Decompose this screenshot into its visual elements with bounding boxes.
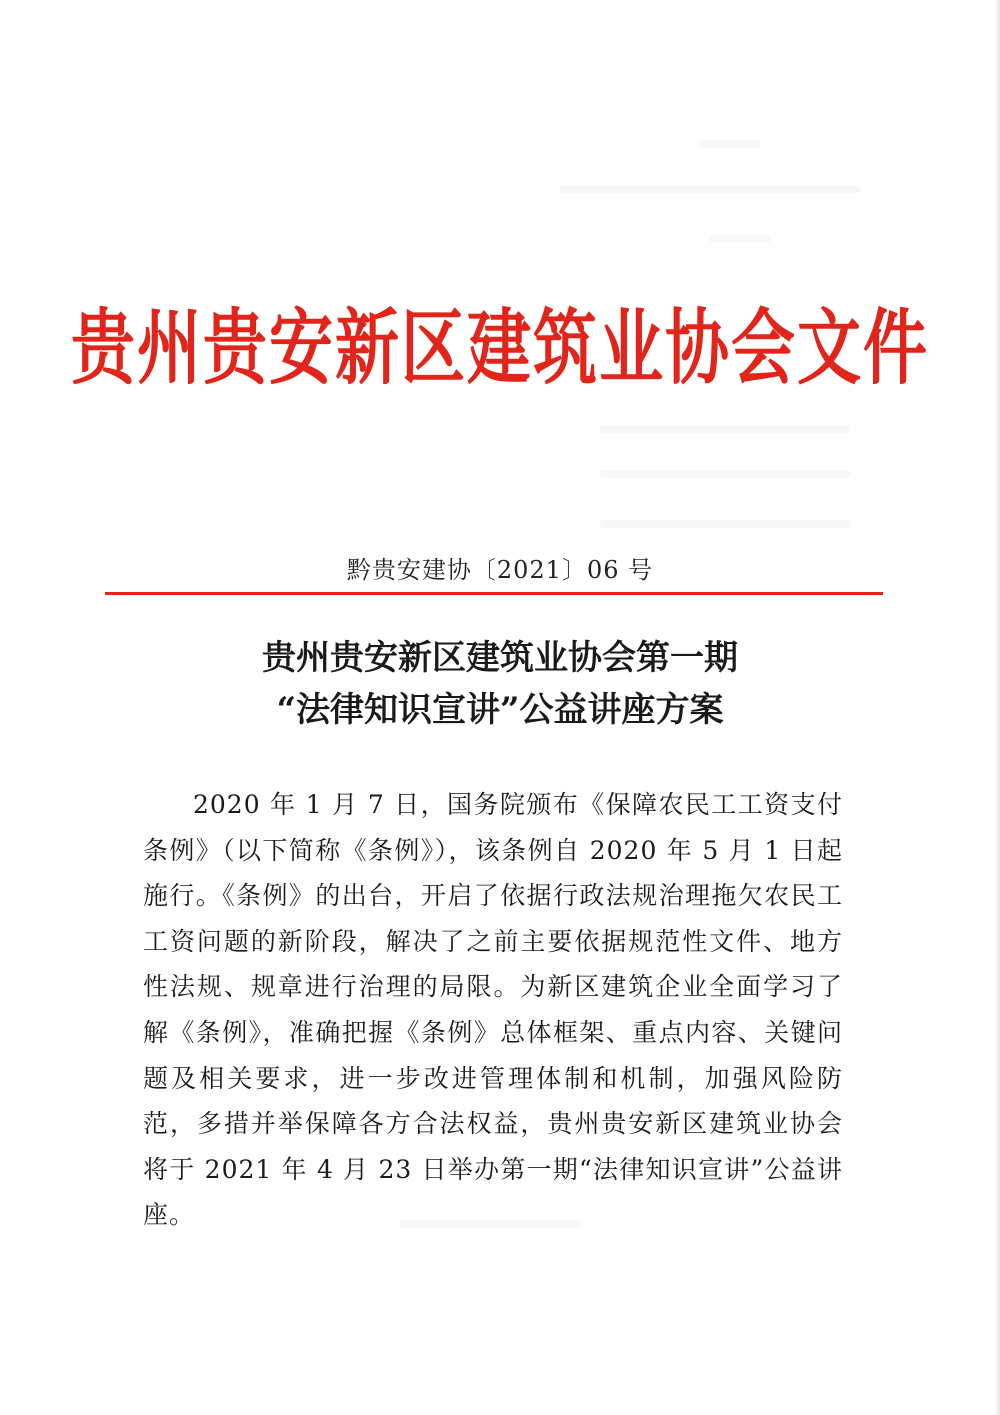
document-number: 黔贵安建协〔2021〕06 号	[346, 556, 654, 584]
document-title	[0, 632, 1000, 736]
bleed-through-mark	[700, 140, 760, 148]
bleed-through-mark	[560, 185, 860, 193]
title-line-1: 贵州贵安新区建筑业协会第一期	[262, 638, 738, 678]
bleed-through-mark	[600, 425, 850, 433]
red-divider-rule	[105, 592, 883, 595]
document-header: 贵州贵安新区建筑业协会文件	[71, 300, 929, 397]
body-paragraph: 2020 年 1 月 7 日，国务院颁布《保障农民工工资支付条例》（以下简称《条例》），该条例自 2020 年 5 月 1 日起施行。《条例》的出台，开启了依据行政法规治理拖欠农民工工资问题的新阶段，解决了之前主要依据规范性文件、地方性法规、规章进行治理的局限。为新区建筑企业全面学习了解《条例》，准确把握《条例》总体框架、重点内容、关键问题及相关要求，进一步改进管理体制和机制，加强风险防范，多措并举保障各方合法权益，贵州贵安新区建筑业协会将于 2021 年 4 月 23 日举办第一期“法律知识宣讲”公益讲座。	[143, 790, 843, 1230]
bleed-through-mark	[600, 470, 850, 478]
title-line-2: “法律知识宣讲”公益讲座方案	[276, 690, 724, 730]
bleed-through-mark	[600, 520, 850, 528]
bleed-through-mark	[710, 235, 770, 243]
page-edge-shadow	[994, 0, 1000, 1415]
